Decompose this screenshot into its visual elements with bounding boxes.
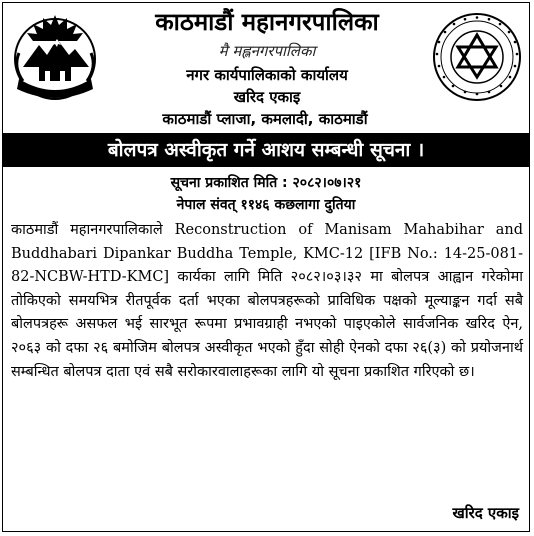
notice-banner: बोलपत्र अस्वीकृत गर्ने आशय सम्बन्धी सूचना ।	[3, 133, 529, 167]
notice-document	[2, 2, 530, 532]
address: काठमाडौं प्लाजा, कमलादी, काठमाडौं	[162, 110, 368, 128]
title-script-line: मै मह्लनगरपालिका	[218, 42, 316, 60]
office-name: नगर कार्यपालिकाको कार्यालय	[186, 66, 348, 84]
kathmandu-emblem-icon	[9, 9, 101, 101]
unit-name: खरिद एकाइ	[233, 88, 301, 106]
nepal-sambat-date: नेपाल संवत् ११४६ कछलागा दुतिया	[176, 197, 356, 213]
signature: खरिद एकाइ	[452, 504, 519, 522]
metropolitan-seal-icon	[431, 11, 523, 103]
notice-body: काठमाडौं महानगरपालिकाले Reconstruction of Manisam Mahabihar and Buddhabari Dipankar Buddha Temple, KMC-12 [IFB No.: 14-25-081-82-NCBW-HTD-KMC] कार्यका लागि मिति २०८२।०३।३२ मा बोलपत्र आह्वान गरेकोमा तोकिएको समयभित्र रीतपूर्वक दर्ता भएका बोलपत्रहरूको प्राविधिक पक्षको मूल्याङ्कन गर्दा सबै बोलपत्रहरू असफल भई सारभूत रूपमा प्रभावग्राही नभएको पाइएकोले सार्वजनिक खरिद ऐन, २०६३ को दफा २६ बमोजिम बोलपत्र अस्वीकृत भएको हुँदा सोही ऐनको दफा २६(३) को प्रयोजनार्थ सम्बन्धित बोलपत्र दाता एवं सबै सरोकारवालाहरूका लागि यो सूचना प्रकाशित गरिएको छ।	[11, 222, 523, 380]
published-date: सूचना प्रकाशित मिति : २०८२।०७।२१	[170, 175, 362, 191]
page-title: काठमाडौं महानगरपालिका	[155, 8, 379, 36]
